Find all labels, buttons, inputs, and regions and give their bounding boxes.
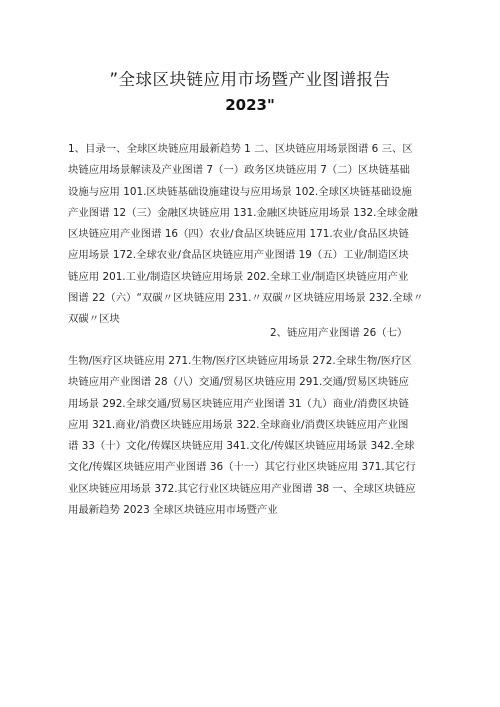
- text-line: 文化/传媒区块链应用产业图谱 36（十一）其它行业区块链应用 371.其它行: [68, 461, 416, 474]
- text-line: 1、目录一、全球区块链应用最新趋势 1 二、区块链应用场景图谱 6 三、区: [68, 143, 413, 155]
- text-line: 生物/医疗区块链应用 271.生物/医疗区块链应用场景 272.全球生物/医疗区: [68, 355, 412, 367]
- document-title: ”全球区块链应用市场暨产业图谱报告: [109, 70, 391, 89]
- text-line: 双碳〃区块: [68, 313, 120, 326]
- section-heading-line: 2、链应用产业图谱 26（七）: [270, 327, 408, 339]
- text-line: 设施与应用 101.区块链基础设施建设与应用场景 102.全球区块链基础设施: [68, 185, 412, 198]
- text-line: 区块链应用产业图谱 16（四）农业/食品区块链应用 171.农业/食品区块链: [68, 228, 409, 241]
- text-line: 谱 33（十）文化/传媒区块链应用 341.文化/传媒区块链应用场景 342.全球: [68, 440, 415, 453]
- toc-paragraph-2: [68, 351, 440, 521]
- toc-paragraph-1: [68, 139, 440, 331]
- text-line: 块链应用场景解读及产业图谱 7（一）政务区块链应用 7（二）区块链基础: [68, 164, 410, 177]
- text-line: 业区块链应用场景 372.其它行业区块链应用产业图谱 38 一、全球区块链应: [68, 482, 416, 495]
- text-line: 应用 321.商业/消费区块链应用场景 322.全球商业/消费区块链应用产业图: [68, 418, 409, 431]
- text-line: 图谱 22（六）“双碳〃区块链应用 231.〃双碳〃区块链应用场景 232.全球〃: [68, 292, 424, 305]
- text-line: 用最新趋势 2023 全球区块链应用市场暨产业: [68, 504, 278, 517]
- text-line: 应用场景 172.全球农业/食品区块链应用产业图谱 19（五）工业/制造区块: [68, 249, 409, 262]
- text-line: 产业图谱 12（三）金融区块链应用 131.金融区块链应用场景 132.全球金融: [68, 206, 418, 219]
- text-line: 链应用 201.工业/制造区块链应用场景 202.全球工业/制造区块链应用产业: [68, 270, 409, 283]
- document-title-year: 2023": [225, 96, 275, 114]
- text-line: 用场景 292.全球交通/贸易区块链应用产业图谱 31（九）商业/消费区块链: [68, 397, 409, 410]
- text-line: 块链应用产业图谱 28（八）交通/贸易区块链应用 291.交通/贸易区块链应: [68, 376, 409, 389]
